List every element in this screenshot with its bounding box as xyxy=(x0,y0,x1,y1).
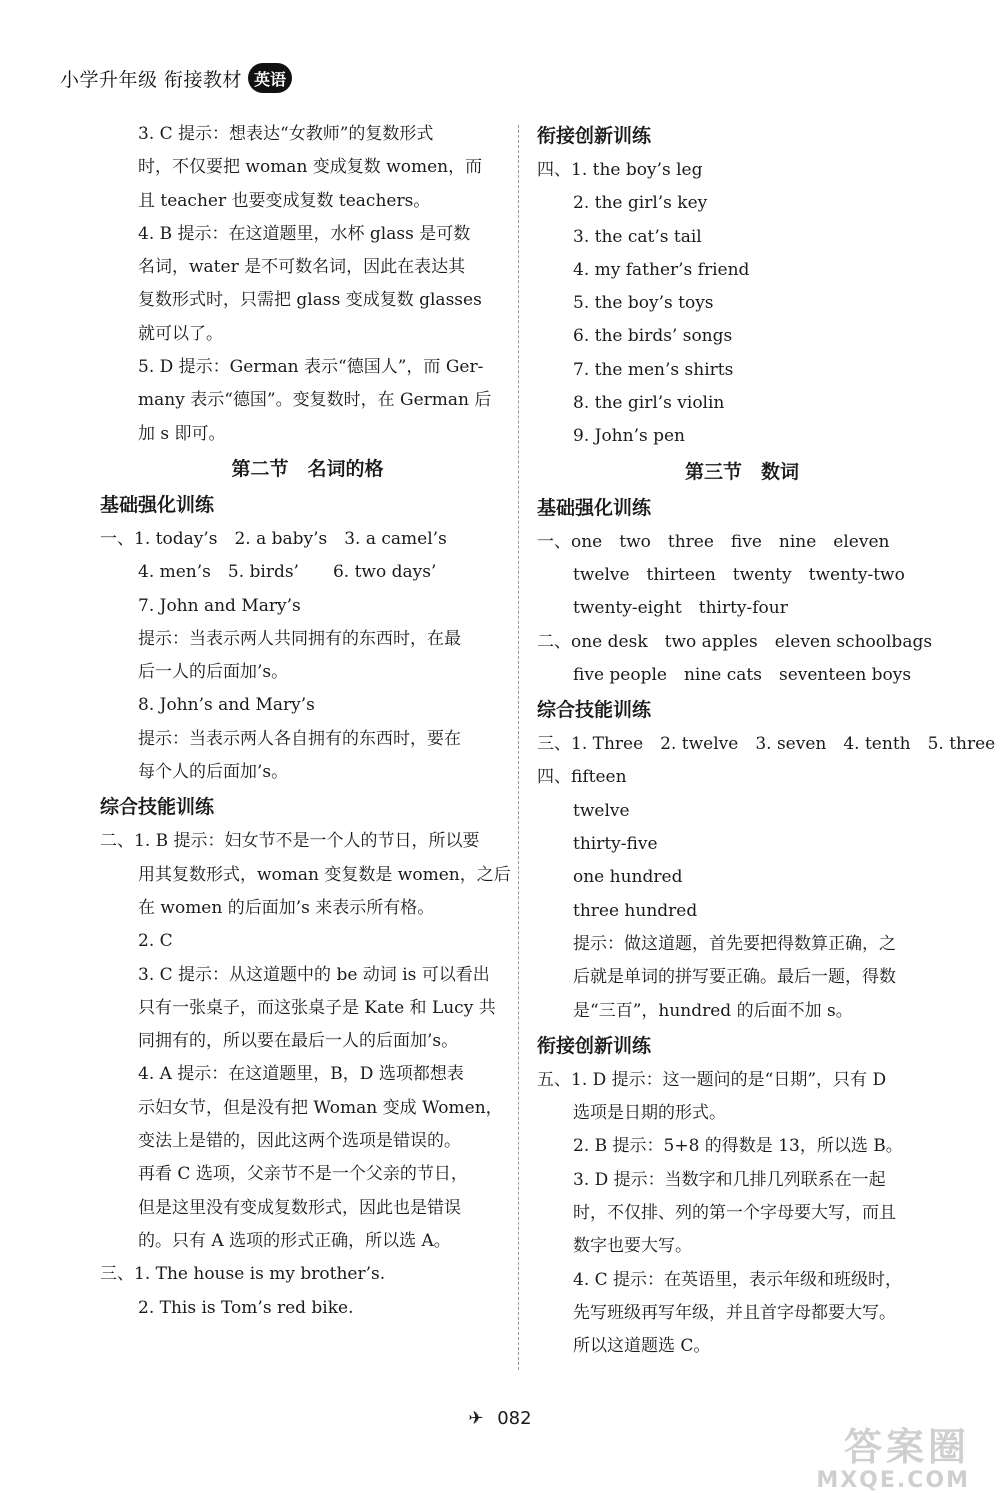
text-line: 4. C 提示：在英语里，表示年级和班级时， xyxy=(573,1269,903,1290)
section-heading: 综合技能训练 xyxy=(100,796,215,819)
text-line: 3. C 提示：想表达“女教师”的复数形式 xyxy=(138,124,434,144)
text-line: 五、1. D 提示：这一题问的是“日期”，只有 D xyxy=(537,1069,887,1090)
text-line: 变法上是错的，因此这两个选项是错误的。 xyxy=(138,1131,461,1152)
text-line: 加 s 即可。 xyxy=(138,423,226,444)
watermark xyxy=(816,1425,970,1493)
text-line: 数字也要大写。 xyxy=(573,1236,692,1257)
text-line: 8. John’s and Mary’s xyxy=(138,695,315,716)
text-line: 9. John’s pen xyxy=(573,426,685,447)
text-line: 是“三百”，hundred 的后面不加 s。 xyxy=(573,1000,853,1021)
text-line: 7. the men’s shirts xyxy=(573,359,734,380)
text-line: 4. A 提示：在这道题里，B，D 选项都想表 xyxy=(138,1064,464,1085)
text-line: thirty-five xyxy=(573,834,658,855)
text-line: 同拥有的，所以要在最后一人的后面加’s。 xyxy=(138,1031,459,1052)
page-header xyxy=(60,60,292,96)
text-line: 2. This is Tom’s red bike. xyxy=(138,1297,354,1318)
text-line: 一、one two three five nine eleven xyxy=(537,531,890,552)
text-line: 二、one desk two apples eleven schoolbags xyxy=(537,631,933,652)
text-line: 4. B 提示：在这道题里，水杯 glass 是可数 xyxy=(138,223,471,244)
left-column xyxy=(100,118,515,1325)
text-line: 4. men’s 5. birds’ 6. two days’ xyxy=(138,562,437,583)
text-line: three hundred xyxy=(573,900,698,921)
text-line: 三、1. Three 2. twelve 3. seven 4. tenth 5. three xyxy=(537,734,996,755)
text-line: 四、1. the boy’s leg xyxy=(537,160,703,180)
text-line: 的。只有 A 选项的形式正确，所以选 A。 xyxy=(138,1230,451,1251)
text-line: 选项是日期的形式。 xyxy=(573,1103,726,1124)
section-heading: 综合技能训练 xyxy=(537,699,652,722)
text-line: 8. the girl’s violin xyxy=(573,393,725,414)
text-line: 示妇女节，但是没有把 Woman 变成 Women， xyxy=(138,1097,503,1118)
text-line: 5. D 提示：German 表示“德国人”，而 Ger- xyxy=(138,357,484,378)
chapter-heading: 第三节 数词 xyxy=(684,460,799,483)
text-line: 5. the boy’s toys xyxy=(573,293,714,314)
text-line: 三、1. The house is my brother’s. xyxy=(100,1264,386,1285)
text-line: 只有一张桌子，而这张桌子是 Kate 和 Lucy 共 xyxy=(138,997,496,1018)
text-line: 3. D 提示：当数字和几排几列联系在一起 xyxy=(573,1169,886,1190)
text-line: 一、1. today’s 2. a baby’s 3. a camel’s xyxy=(100,528,447,549)
text-line: 4. my father’s friend xyxy=(573,259,750,280)
text-line: 时，不仅排、列的第一个字母要大写，而且 xyxy=(573,1203,896,1224)
text-line: 就可以了。 xyxy=(138,323,223,344)
text-line: 2. C xyxy=(138,931,173,952)
text-line: 复数形式时，只需把 glass 变成复数 glasses xyxy=(138,290,482,311)
book-title: 小学升年级 衔接教材 xyxy=(60,68,243,91)
text-line: one hundred xyxy=(573,867,683,888)
text-line: five people nine cats seventeen boys xyxy=(573,664,912,685)
text-line: 四、fifteen xyxy=(537,767,627,788)
text-line: 二、1. B 提示：妇女节不是一个人的节日，所以要 xyxy=(100,831,480,852)
text-line: 2. B 提示：5+8 的得数是 13，所以选 B。 xyxy=(573,1136,903,1157)
text-line: 7. John and Mary’s xyxy=(138,595,301,616)
text-line: 后一人的后面加’s。 xyxy=(138,662,289,683)
text-line: many 表示“德国”。变复数时，在 German 后 xyxy=(138,390,492,411)
subject-badge: 英语 xyxy=(248,63,292,93)
text-line: 但是这里没有变成复数形式，因此也是错误 xyxy=(138,1197,461,1218)
text-line: 在 women 的后面加’s 来表示所有格。 xyxy=(138,897,435,918)
text-line: 提示：当表示两人共同拥有的东西时，在最 xyxy=(138,628,461,649)
watermark-line2: MXQE.COM xyxy=(816,1468,970,1493)
text-line: twenty-eight thirty-four xyxy=(573,598,788,619)
section-heading: 衔接创新训练 xyxy=(537,125,652,147)
text-line: 提示：当表示两人各自拥有的东西时，要在 xyxy=(138,728,461,749)
text-line: 提示：做这道题，首先要把得数算正确，之 xyxy=(573,933,896,954)
text-line: 后就是单词的拼写要正确。最后一题，得数 xyxy=(573,967,896,988)
section-heading: 衔接创新训练 xyxy=(537,1034,652,1057)
page-number: 082 xyxy=(497,1408,532,1429)
text-line: twelve thirteen twenty twenty-two xyxy=(573,564,905,585)
section-heading: 基础强化训练 xyxy=(537,496,652,519)
column-divider xyxy=(518,125,519,1370)
swallow-icon: ✈ xyxy=(468,1408,484,1429)
text-line: 名词，water 是不可数名词，因此在表达其 xyxy=(138,257,466,278)
text-line: 时，不仅要把 woman 变成复数 women，而 xyxy=(138,157,483,178)
watermark-line1: 答案圈 xyxy=(843,1425,970,1469)
text-line: 6. the birds’ songs xyxy=(573,326,733,347)
right-column xyxy=(537,118,996,1364)
text-line: 再看 C 选项，父亲节不是一个父亲的节日， xyxy=(138,1164,468,1185)
text-line: 且 teacher 也要变成复数 teachers。 xyxy=(138,190,431,211)
text-line: 所以这道题选 C。 xyxy=(573,1336,711,1357)
text-line: twelve xyxy=(573,800,630,821)
text-line: 3. C 提示：从这道题中的 be 动词 is 可以看出 xyxy=(138,964,490,985)
text-line: 先写班级再写年级，并且首字母都要大写。 xyxy=(573,1302,896,1323)
text-line: 3. the cat’s tail xyxy=(573,226,702,247)
chapter-heading: 第二节 名词的格 xyxy=(231,457,384,480)
text-line: 每个人的后面加’s。 xyxy=(138,762,289,783)
text-line: 用其复数形式，woman 变复数是 women，之后 xyxy=(138,864,511,885)
text-line: 2. the girl’s key xyxy=(573,193,708,214)
section-heading: 基础强化训练 xyxy=(100,493,215,516)
